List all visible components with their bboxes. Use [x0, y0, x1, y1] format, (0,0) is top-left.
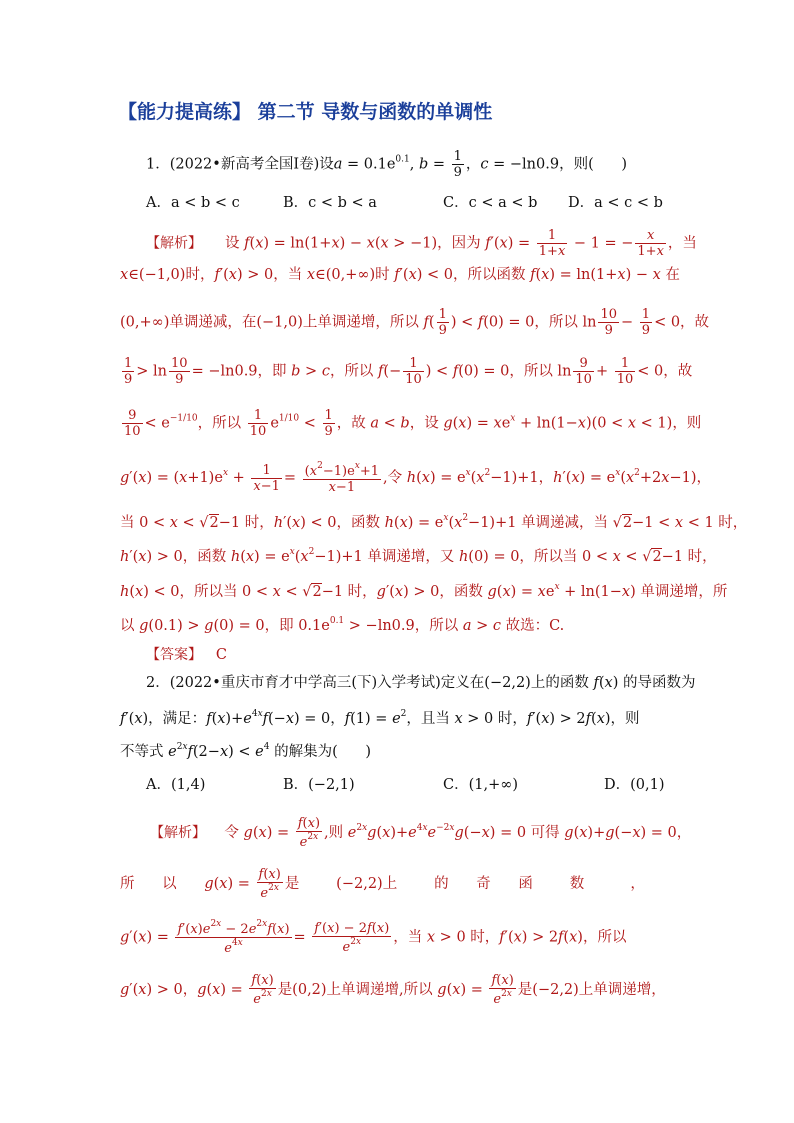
q2-analysis-line-3: g′(x) = $\frac{f'(x)e^{2x} - 2e^{2x}f(x)}{e^{4x}}$ = $\frac{f'(x) - 2f(x)}{e^{2x}}$ ，当 x > 0 时，f′(x) > 2f(x)，所以: [120, 919, 627, 956]
q1-analysis-line-3: (0,+∞)单调递减，在(−1,0)上单调递增，所以 f( $\frac{1}{9}$ ) < f(0) = 0，所以 ln $\frac{10}{9}$ − $\frac{1}{9}$ < 0，故: [120, 307, 710, 338]
section-title: 【能力提高练】 第二节 导数与函数的单调性: [118, 101, 493, 123]
q2-analysis-line-1: 【解析】 令 g(x) = $\frac{f(x)}{e^{2x}}$ ,则 $e^{2x}g(x)+e^{4x}e^{-2x}g(-x) = 0$ 可得 g(x)+g(−x) = 0，: [150, 816, 692, 850]
q1-answer-value: C: [215, 647, 227, 663]
q1-analysis-line-7: 当 0 < x < √2−1 时，h′(x) < 0，函数 $h(x) = e^x(x^2-1)+1$ 单调递减，当 √2−1 < x < 1 时，: [120, 513, 748, 531]
q1-analysis-line-5: $\frac{9}{10}$ < $e^{-1/10}$，所以 $\frac{1}{10}$ $e^{1/10}$ < $\frac{1}{9}$ ，故 a < b，设 $g(x) = xe^x + \ln(1-x)(0 < x < 1)$，则: [124, 408, 702, 439]
q1-stem: 1．(2022•新高考全国Ⅰ卷)设$a = 0.1e^{0.1}$, b = $\frac{1}{9}$ ，c = −ln0.9，则( ): [146, 149, 628, 180]
q1-answer: [146, 648, 227, 663]
q1-analysis-line-10: 以 g(0.1) > g(0) = 0，即 $0.1e^{0.1} > -\ln 0.9$，所以 a > c 故选：C.: [120, 616, 565, 634]
q1-option-a: A．a < b < c: [146, 195, 240, 211]
q2-option-b: B．(−2,1): [283, 777, 355, 793]
q1-analysis-label: 【解析】: [146, 235, 202, 252]
q1-analysis-line-1: 【解析】 设 f(x) = ln(1+x) − x(x > −1)，因为 f′(x) = $\frac{1}{1+x}$ − 1 = − $\frac{x}{1+x}$ ，当: [146, 228, 697, 259]
q2-option-c: C．(1,+∞): [443, 777, 518, 793]
q2-analysis-label: 【解析】: [150, 825, 206, 841]
q1-option-b: B．c < b < a: [283, 195, 377, 211]
q1-answer-label: 【答案】: [146, 647, 202, 663]
q1-analysis-line-4: $\frac{1}{9}$ > ln $\frac{10}{9}$ = −ln0.9，即 b > c，所以 f(− $\frac{1}{10}$ ) < f(0) = 0，所以 ln $\frac{9}{10}$ + $\frac{1}{10}$ < 0，故: [124, 356, 693, 387]
q2-analysis-line-2: 所 以 g(x) = $\frac{f(x)}{e^{2x}}$ 是 (−2,2)上 的 奇 函 数 ，: [120, 867, 645, 901]
q2-stem-line-1: 2．(2022•重庆市育才中学高三(下)入学考试)定义在(−2,2)上的函数 f(x) 的导函数为: [146, 675, 696, 691]
q1-analysis-line-2: x∈(−1,0)时，f′(x) > 0，当 x∈(0,+∞)时 f′(x) < 0，所以函数 f(x) = ln(1+x) − x 在: [120, 267, 680, 283]
q2-analysis-line-4: g′(x) > 0，g(x) = $\frac{f(x)}{e^{2x}}$ 是(0,2)上单调递增,所以 g(x) = $\frac{f(x)}{e^{2x}}$ 是(−2,2)上单调递增，: [120, 973, 666, 1007]
q1-analysis-line-9: h(x) < 0，所以当 0 < x < √2−1 时，g′(x) > 0，函数 $g(x) = xe^x + \ln(1-x)$ 单调递增，所: [120, 582, 728, 600]
q2-stem-line-2: f′(x)，满足：$f(x)+e^{4x}f(-x) = 0$，$f(1) = e^2$，且当 x > 0 时，f′(x) > 2f(x)，则: [120, 709, 640, 727]
q1-option-c: C．c < a < b: [443, 195, 538, 211]
q2-stem-line-3: 不等式 $e^{2x}f(2-x) < e^4$ 的解集为( ): [120, 742, 372, 760]
q1-analysis-line-8: h′(x) > 0，函数 $h(x) = e^x(x^2-1)+1$ 单调递增，又 h(0) = 0，所以当 0 < x < √2−1 时，: [120, 547, 717, 565]
q2-option-d: D．(0,1): [604, 777, 665, 793]
q1-option-d: D．a < c < b: [568, 195, 663, 211]
q1-analysis-line-6: $g'(x) = (x+1)e^x$ + $\frac{1}{x-1}$ = $\frac{(x^2-1)e^x+1}{x-1}$ ,令 $h(x) = e^x(x^2-1)+1$，$h'(x) = e^x(x^2+2x-1)$，: [120, 461, 712, 495]
q1-stem-prefix: 1．(2022•新高考全国Ⅰ卷)设: [146, 156, 334, 173]
q2-option-a: A．(1,4): [146, 777, 206, 793]
